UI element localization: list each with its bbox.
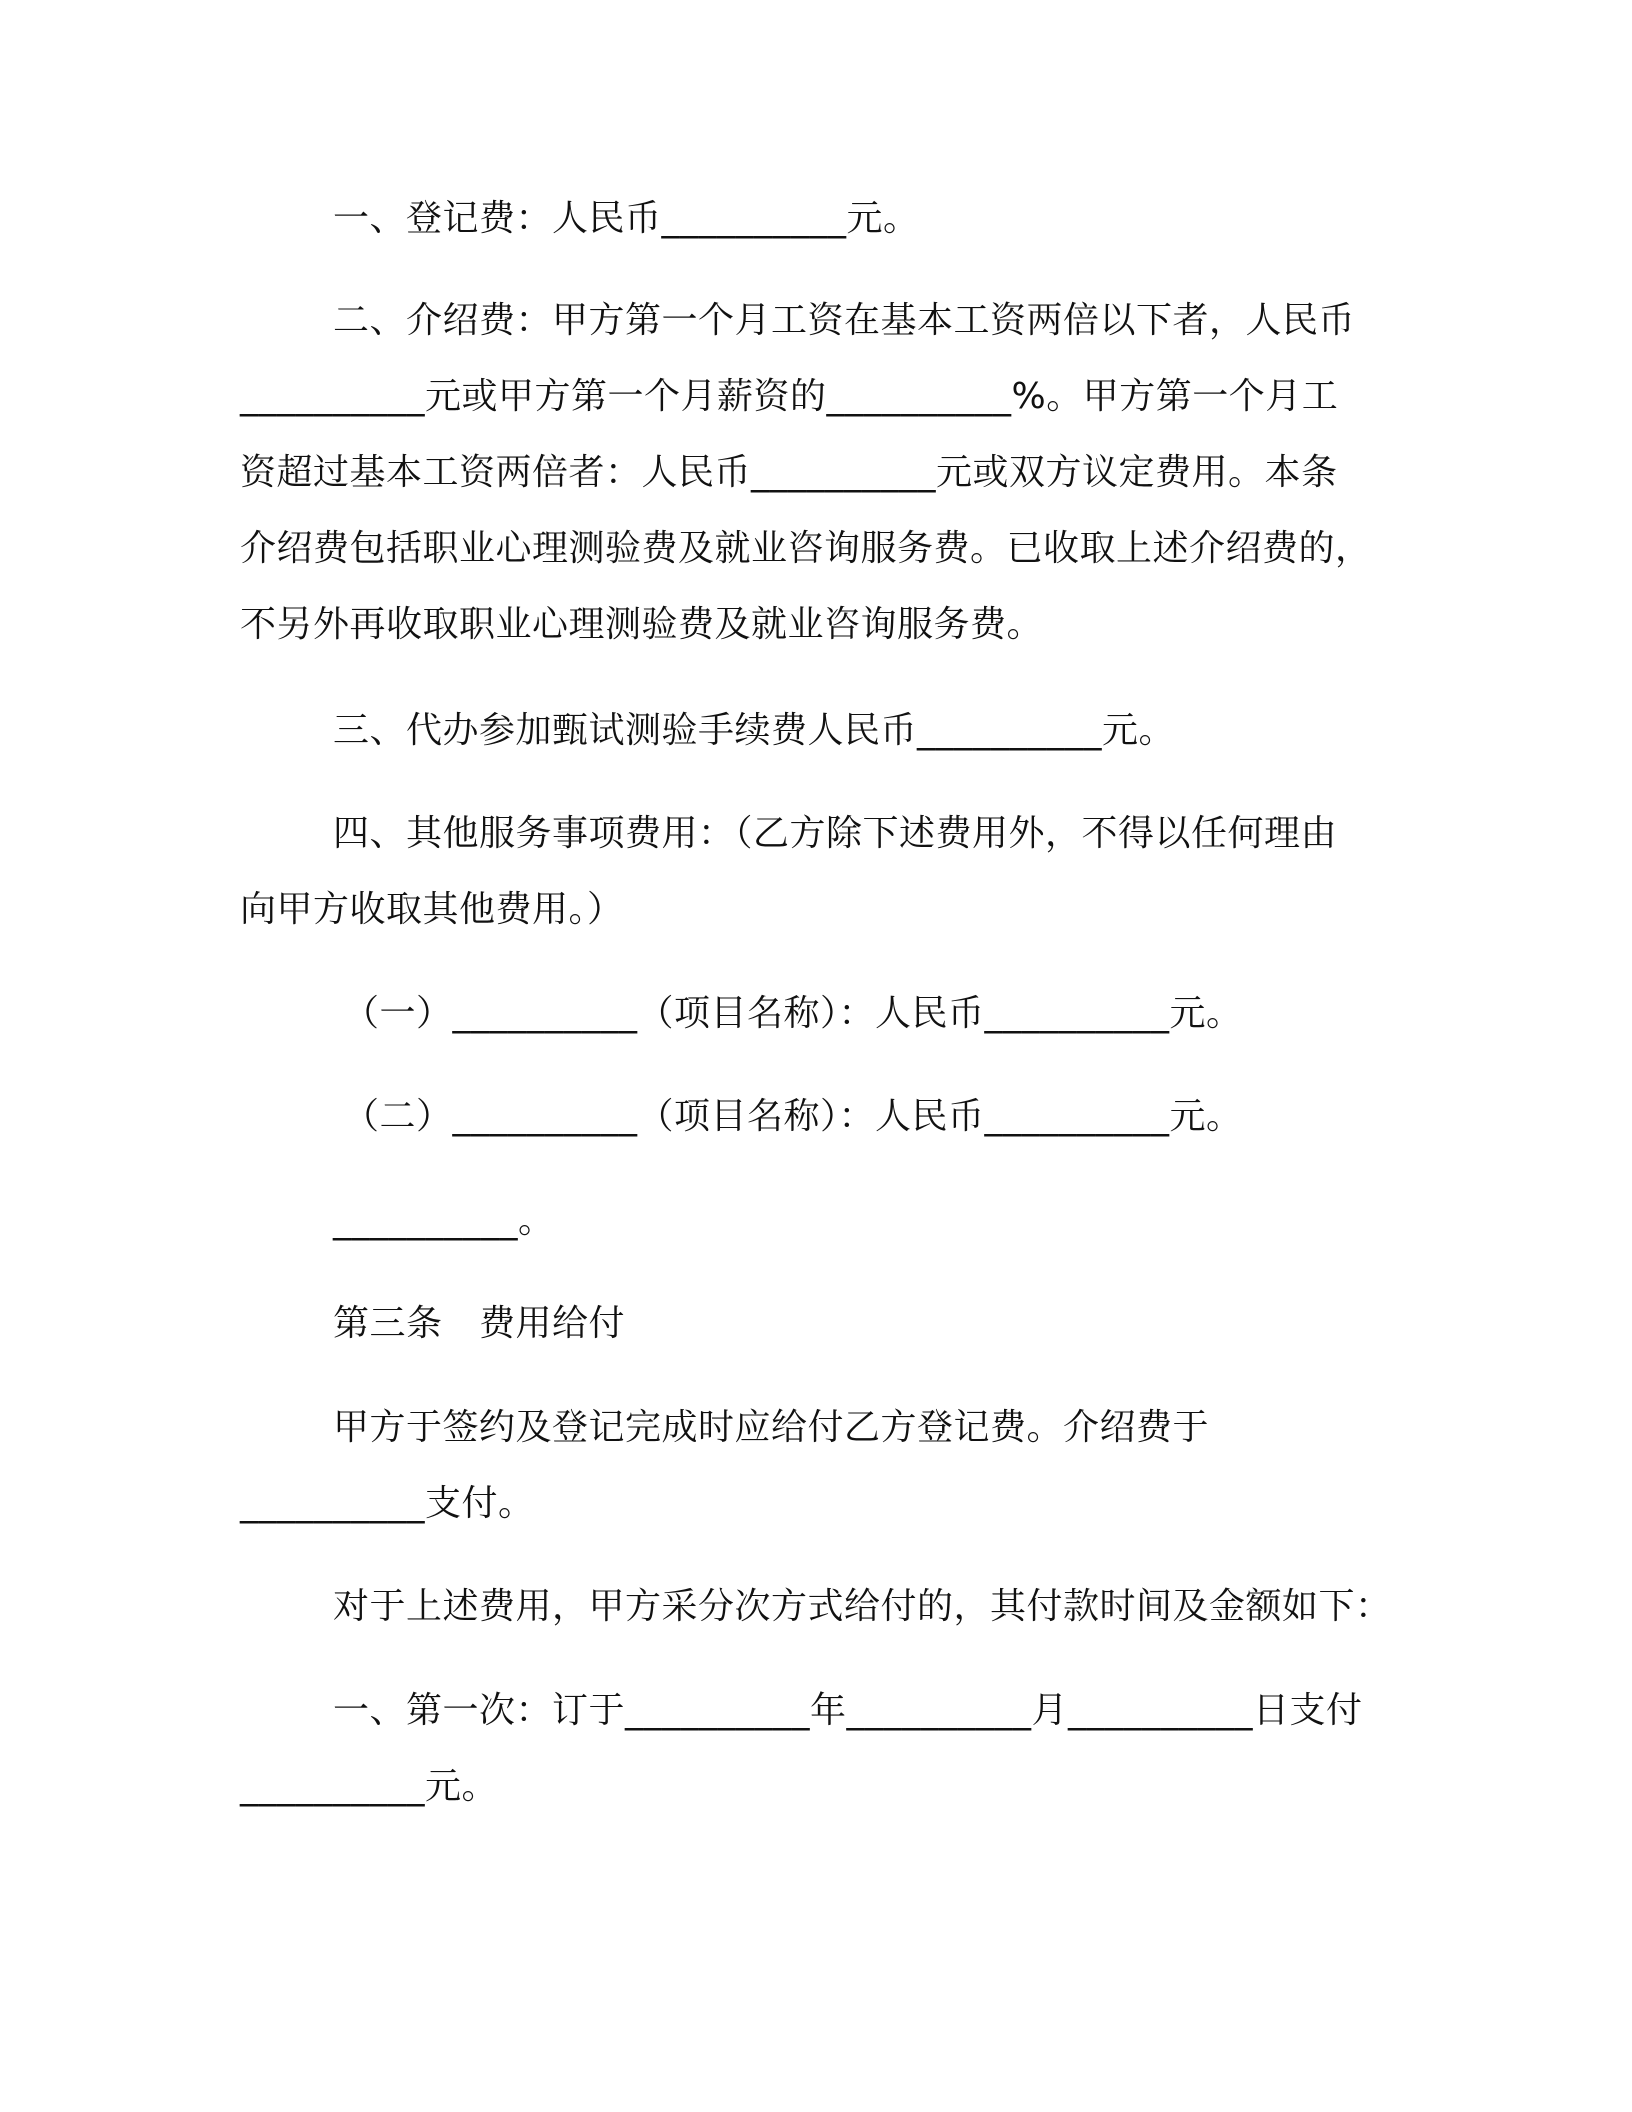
fee-introduction-line-4: 介绍费包括职业心理测验费及就业咨询服务费。已收取上述介绍费的， (240, 528, 1372, 569)
installment-first-line-2: __________元。 (240, 1766, 499, 1807)
installment-first-line-1: 一、第一次：订于__________年__________月__________日支付 (333, 1690, 1363, 1731)
other-service-item-1: （一）__________（项目名称）：人民币__________元。 (343, 993, 1243, 1034)
fee-introduction-line-3: 资超过基本工资两倍者：人民币__________元或双方议定费用。本条 (240, 452, 1338, 493)
installment-intro-line: 对于上述费用，甲方采分次方式给付的，其付款时间及金额如下： (333, 1586, 1392, 1627)
other-service-item-2: （二）__________（项目名称）：人民币__________元。 (343, 1096, 1243, 1137)
article-three-heading: 第三条 费用给付 (333, 1303, 626, 1344)
fee-introduction-line-5: 不另外再收取职业心理测验费及就业咨询服务费。 (240, 604, 1044, 645)
fee-other-services-line-1: 四、其他服务事项费用：（乙方除下述费用外，不得以任何理由 (333, 813, 1338, 854)
fee-introduction-line-1: 二、介绍费：甲方第一个月工资在基本工资两倍以下者，人民币 (333, 300, 1356, 341)
fee-introduction-line-2: __________元或甲方第一个月薪资的__________%。甲方第一个月工 (240, 376, 1339, 417)
fee-registration-line: 一、登记费：人民币__________元。 (333, 198, 920, 239)
fee-other-services-line-2: 向甲方收取其他费用。） (240, 889, 624, 930)
fee-exam-agency-line: 三、代办参加甄试测验手续费人民币__________元。 (333, 710, 1176, 751)
payment-terms-line-2: __________支付。 (240, 1483, 535, 1524)
payment-terms-line-1: 甲方于签约及登记完成时应给付乙方登记费。介绍费于 (333, 1407, 1210, 1448)
blank-line: __________。 (333, 1200, 555, 1241)
